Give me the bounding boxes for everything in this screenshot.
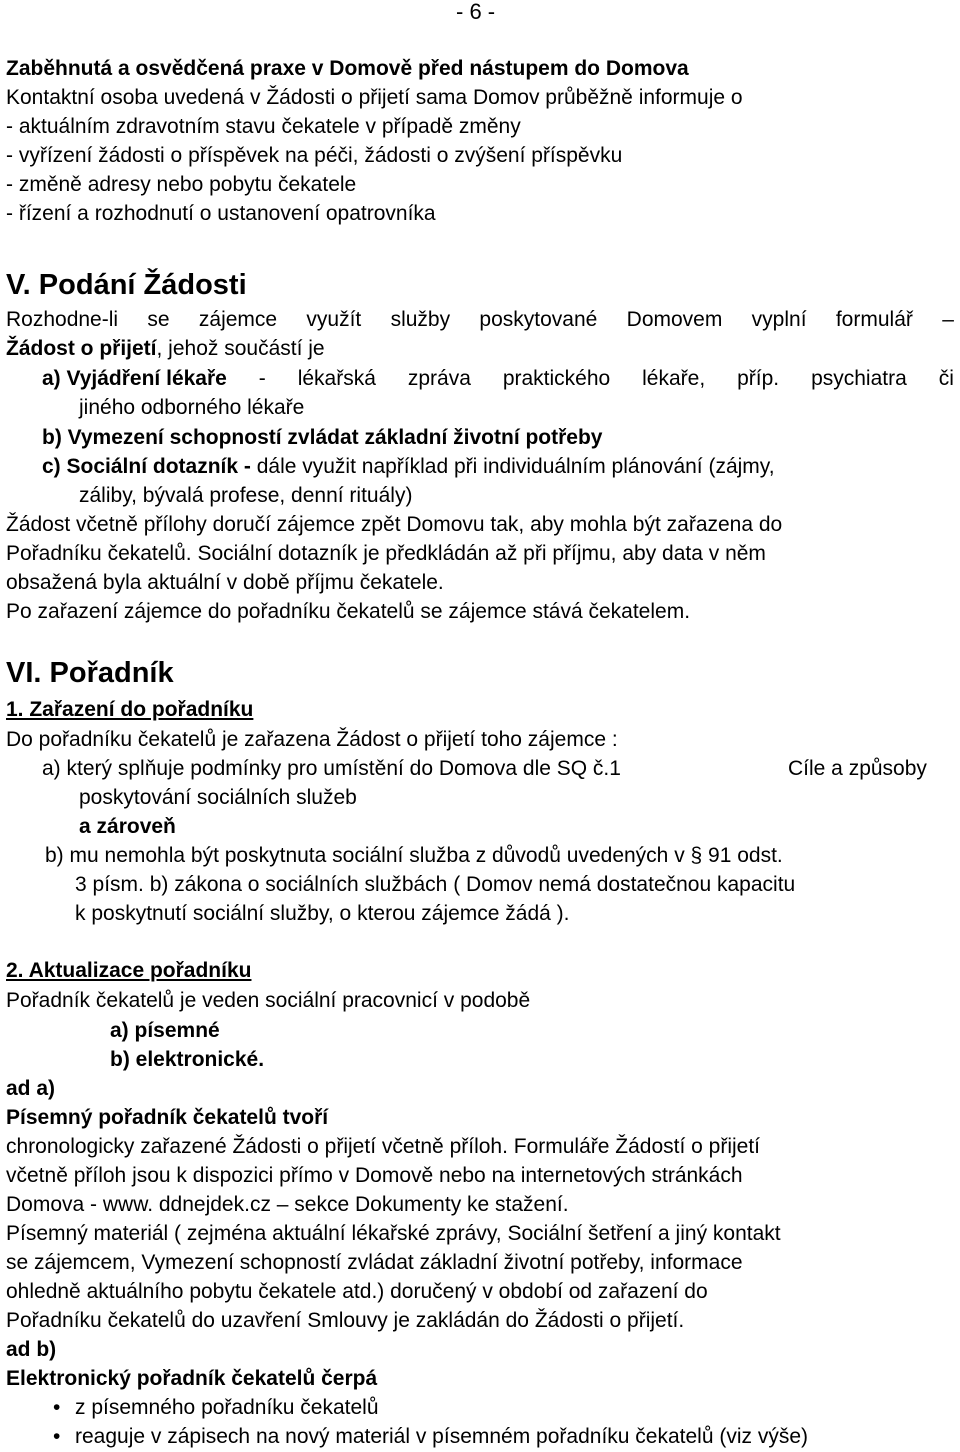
section-title-waitlist: VI. Pořadník [6,657,174,689]
bullet-icon: • [53,1425,61,1448]
condition-a-line-right: Cíle a způsoby [788,757,927,780]
ad-a-text-line: včetně příloh jsou k dispozici přímo v Domově nebo na internetových stránkách [6,1164,743,1187]
ad-a-text-line: se zájemcem, Vymezení schopností zvládat základní životní potřeby, informace [6,1251,743,1274]
subsection-title-inclusion: 1. Zařazení do pořadníku [6,698,254,721]
condition-b-line: b) mu nemohla být poskytnuta sociální služba z důvodů uvedených v § 91 odst. [45,844,783,867]
ad-a-text-line: Písemný materiál ( zejména aktuální lékařské zprávy, Sociální šetření a jiný kontakt [6,1222,781,1245]
subsection-title-update: 2. Aktualizace pořadníku [6,959,252,982]
list-item: • z písemného pořadníku čekatelů [53,1396,379,1419]
attachment-c: c) Sociální dotazník - dále využit například při individuálním plánování (zájmy, [42,455,775,478]
submission-paragraph-line: Rozhodne-li se zájemce využít služby poskytované Domovem vyplní formulář – [6,308,954,331]
submission-text-line: Žádost včetně přílohy doručí zájemce zpět Domovu tak, aby mohla být zařazena do [6,513,783,536]
condition-a-line: a) který splňuje podmínky pro umístění do Domova dle SQ č.1 [42,757,621,780]
practice-item: - změně adresy nebo pobytu čekatele [6,173,357,196]
condition-b-line: 3 písm. b) zákona o sociálních službách ( Domov nemá dostatečnou kapacitu [75,873,796,896]
attachment-c-cont: záliby, bývalá profese, denní rituály) [79,484,413,507]
condition-a-cont: poskytování sociálních služeb [79,786,357,809]
ad-a-text-line: ohledně aktuálního pobytu čekatele atd.) doručený v období od zařazení do [6,1280,708,1303]
ad-a-text-line: Domova - www. ddnejdek.cz – sekce Dokumenty ke stažení. [6,1193,569,1216]
submission-text-line: obsažená byla aktuální v době příjmu čekatele. [6,571,444,594]
submission-text-line: Po zařazení zájemce do pořadníku čekatelů se zájemce stává čekatelem. [6,600,691,623]
attachment-a-cont: jiného odborného lékaře [79,396,305,419]
attachment-a: a) Vyjádření lékaře - lékařská zpráva praktického lékaře, příp. psychiatra či [42,367,954,390]
form-written: a) písemné [110,1019,220,1042]
page-number: - 6 - [456,0,496,24]
attachment-b: b) Vymezení schopností zvládat základní životní potřeby [42,426,603,449]
inclusion-intro: Do pořadníku čekatelů je zařazena Žádost o přijetí toho zájemce : [6,728,618,751]
condition-and: a zároveň [79,815,176,838]
list-item: • reaguje v zápisech na nový materiál v písemném pořadníku čekatelů (viz výše) [53,1425,809,1448]
section-title-submission: V. Podání Žádosti [6,269,247,301]
ad-a-text-line: Pořadníku čekatelů do uzavření Smlouvy je zakládán do Žádosti o přijetí. [6,1309,685,1332]
form-electronic: b) elektronické. [110,1048,265,1071]
ad-b-label: ad b) [6,1338,57,1361]
application-form-name: Žádost o přijetí [6,337,157,360]
practice-item: - vyřízení žádosti o příspěvek na péči, žádosti o zvýšení příspěvku [6,144,623,167]
practice-intro: Kontaktní osoba uvedená v Žádosti o přijetí sama Domov průběžně informuje o [6,86,743,109]
practice-heading: Zaběhnutá a osvědčená praxe v Domově před nástupem do Domova [6,57,689,80]
submission-paragraph-line: Žádost o přijetí, jehož součástí je [6,337,325,360]
practice-item: - aktuálním zdravotním stavu čekatele v případě změny [6,115,521,138]
practice-item: - řízení a rozhodnutí o ustanovení opatrovníka [6,202,436,225]
ad-a-text-line: chronologicky zařazené Žádosti o přijetí včetně příloh. Formuláře Žádostí o přijetí [6,1135,761,1158]
ad-b-title: Elektronický pořadník čekatelů čerpá [6,1367,378,1390]
ad-a-label: ad a) [6,1077,56,1100]
update-intro: Pořadník čekatelů je veden sociální pracovnicí v podobě [6,989,531,1012]
condition-b-line: k poskytnutí sociální služby, o kterou zájemce žádá ). [75,902,570,925]
bullet-icon: • [53,1396,61,1419]
submission-text-line: Pořadníku čekatelů. Sociální dotazník je předkládán až při příjmu, aby data v něm [6,542,766,565]
ad-a-title: Písemný pořadník čekatelů tvoří [6,1106,329,1129]
